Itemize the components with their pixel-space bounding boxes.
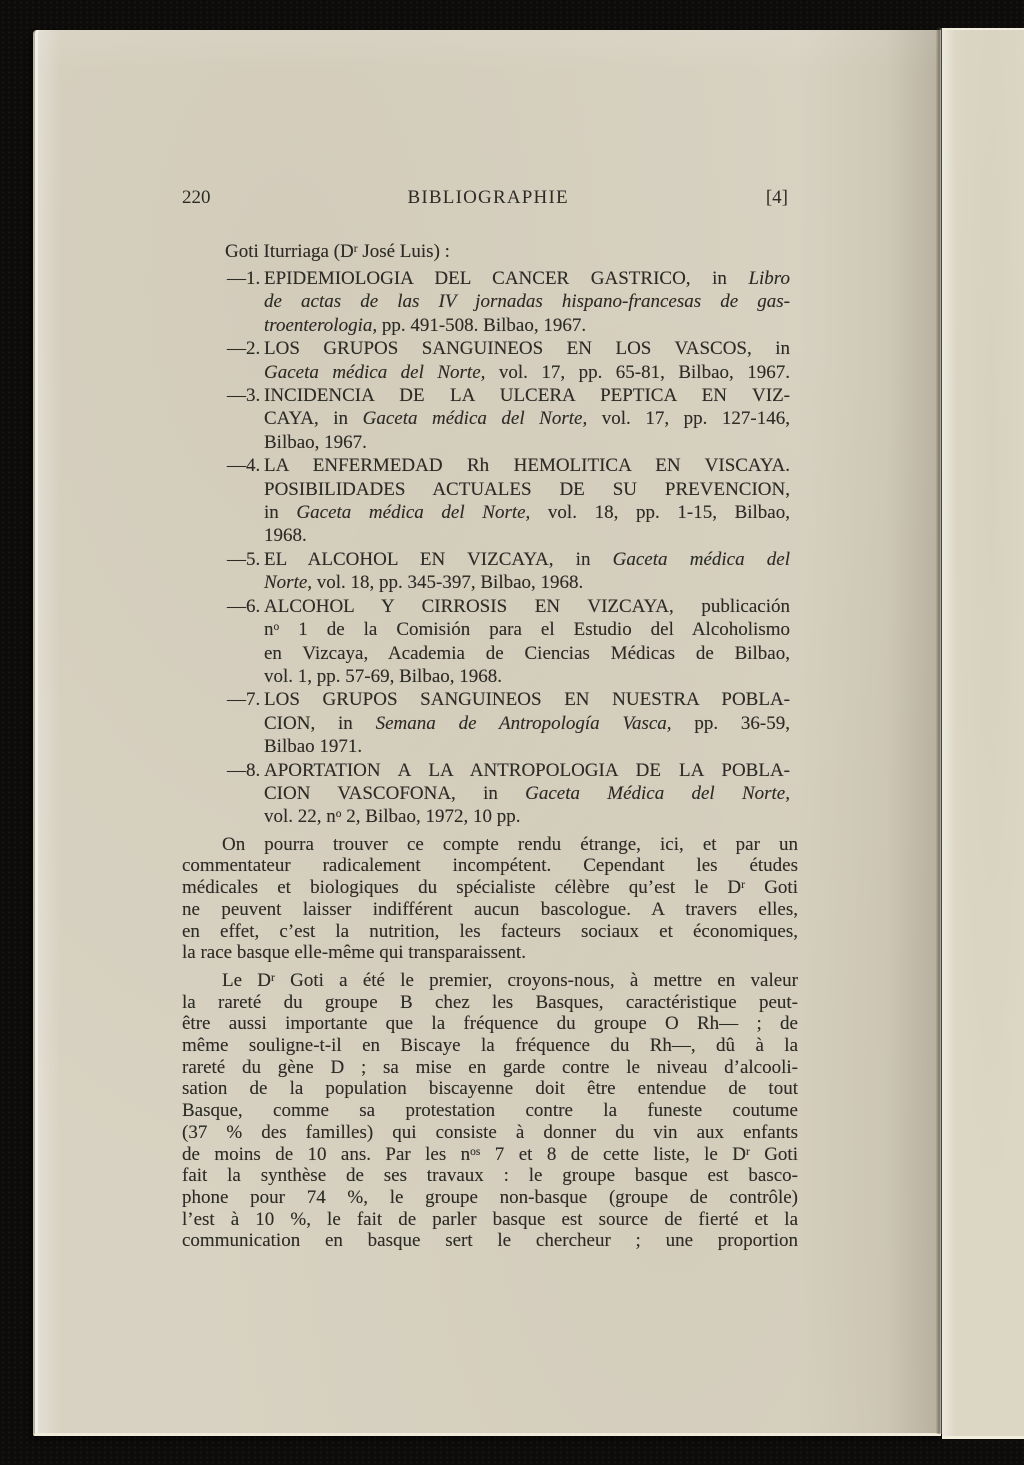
paragraph-line [182, 1165, 798, 1187]
entry-line [264, 431, 790, 454]
entry-number: 7. [246, 689, 261, 711]
entry-number: 8. [246, 759, 261, 781]
entry-number: 3. [246, 385, 261, 407]
paragraph-line [182, 855, 798, 877]
bibliography-entry [182, 548, 790, 595]
text-run: l’est à 10 %, le fait de parler basque est source de fierté et la [182, 1208, 798, 1230]
entry-dash: — [227, 548, 246, 570]
text-run: 7 et 8 de cette liste, le D [480, 1143, 746, 1165]
text-run: APORTATION A LA ANTROPOLOGIA DE LA POBLA- [264, 759, 790, 781]
entry-line [264, 618, 790, 641]
text-run: n [264, 619, 274, 641]
author-heading [225, 240, 798, 263]
entry-line [264, 524, 790, 547]
text-run: pp. 36-59, [671, 712, 791, 734]
entry-line [264, 642, 790, 665]
italic-text: Gaceta médica del Norte, [362, 408, 588, 430]
bibliography-entry [182, 267, 790, 337]
text-run: vol. 18, pp. 1-15, Bilbao, [530, 502, 790, 524]
text-run: CION VASCOFONA, in [264, 782, 526, 804]
entry-number: 5. [246, 548, 261, 570]
entry-line [264, 735, 790, 758]
entry-dash: — [227, 338, 246, 360]
entry-line [264, 478, 790, 501]
italic-text: Gaceta médica del Norte, [264, 361, 486, 383]
bibliography-list [182, 267, 798, 829]
entry-line [264, 805, 790, 828]
entry-line [264, 290, 790, 313]
entry-line [264, 314, 790, 337]
paragraph [182, 834, 798, 964]
text-run: On pourra trouver ce compte rendu étrange, ici, et par un [222, 833, 798, 855]
paragraph-line [182, 970, 798, 992]
text-run: vol. 22, n [264, 806, 336, 828]
entry-number: 2. [246, 338, 261, 360]
paragraph-line [182, 1230, 798, 1252]
entry-line [264, 337, 790, 360]
text-run: médicales et biologiques du spécialiste célèbre qu’est le D [182, 877, 742, 899]
text-run: POSIBILIDADES ACTUALES DE SU PREVENCION, [264, 478, 790, 500]
text-run: fait la synthèse de ses travaux : le groupe basque est basco- [182, 1165, 798, 1187]
text-run: la rareté du groupe B chez les Basques, caractéristique peut- [182, 991, 798, 1013]
paragraph-line [182, 877, 798, 899]
text-run: ALCOHOL Y CIRROSIS EN VIZCAYA, publicación [264, 595, 790, 617]
text-run: en effet, c’est la nutrition, les facteurs sociaux et économiques, [182, 920, 798, 942]
entry-line [264, 665, 790, 688]
text-run: EPIDEMIOLOGIA DEL CANCER GASTRICO, in [264, 268, 749, 289]
superscript-text: r [271, 971, 275, 984]
text-run: vol. 17, pp. 65-81, Bilbao, 1967. [485, 361, 790, 383]
text-run: même souligne-t-il en Biscaye la fréquence du Rh—, dû à la [182, 1035, 798, 1057]
entry-line [264, 712, 790, 735]
text-run: en Vizcaya, Academia de Ciencias Médicas de Bilbao, [264, 642, 790, 664]
italic-text: Semana de Antropología Vasca, [375, 712, 672, 734]
entry-dash: — [227, 759, 246, 781]
paragraph-line [182, 1078, 798, 1100]
paragraph-line [182, 1013, 798, 1035]
paragraph-line [182, 899, 798, 921]
entry-line [264, 548, 790, 571]
text-run: vol. 1, pp. 57-69, Bilbao, 1968. [264, 665, 503, 687]
running-title: BIBLIOGRAPHIE [407, 187, 569, 208]
italic-text: Gaceta médica del Norte, [296, 502, 531, 524]
superscript-text: os [470, 1145, 481, 1158]
entry-line [264, 361, 790, 384]
entry-line [264, 759, 790, 782]
text-run: ne peuvent laisser indifférent aucun bascologue. A travers elles, [182, 898, 798, 920]
text-run: INCIDENCIA DE LA ULCERA PEPTICA EN VIZ- [264, 385, 790, 407]
paragraph-line [182, 1100, 798, 1122]
text-run: CION, in [264, 712, 376, 734]
bibliography-entry [182, 759, 790, 829]
text-run: EL ALCOHOL EN VIZCAYA, in [264, 548, 613, 570]
text-run: Goti [749, 1143, 798, 1165]
superscript-text: r [741, 879, 745, 892]
bibliography-entry [182, 454, 790, 548]
bibliography-entry [182, 384, 790, 454]
page-content [182, 240, 798, 1252]
paragraph-line [182, 1035, 798, 1057]
text-run: Goti [744, 877, 798, 899]
entry-dash: — [227, 689, 246, 711]
text-run: rareté du gène D ; sa mise en garde contre le niveau d’alcooli- [182, 1056, 798, 1078]
entry-number: 1. [246, 268, 261, 289]
superscript-text: o [335, 808, 342, 821]
paragraph-line [182, 1144, 798, 1166]
text-run: 2, Bilbao, 1972, 10 pp. [341, 806, 521, 828]
entry-dash: — [227, 595, 246, 617]
paragraph-line [182, 992, 798, 1014]
facing-page-edge [942, 28, 1024, 1439]
paragraph-line [182, 1209, 798, 1231]
entry-dash: — [227, 455, 246, 477]
paragraph-line [182, 942, 798, 964]
text-run: LA ENFERMEDAD Rh HEMOLITICA EN VISCAYA. [264, 455, 790, 477]
text-run: José Luis) : [357, 241, 450, 262]
text-run: pp. 491-508. Bilbao, 1967. [377, 314, 587, 336]
text-run: LOS GRUPOS SANGUINEOS EN LOS VASCOS, in [264, 338, 790, 360]
entry-number: 4. [246, 455, 261, 477]
text-run: phone pour 74 %, le groupe non-basque (groupe de contrôle) [182, 1187, 798, 1208]
text-run: vol. 17, pp. 127-146, [587, 408, 790, 430]
text-run: CAYA, in [264, 408, 363, 430]
page-number: 220 [182, 187, 211, 208]
italic-text: Norte, [264, 572, 313, 594]
superscript-text: r [353, 243, 358, 255]
entry-line [264, 571, 790, 594]
entry-line [264, 407, 790, 430]
text-run: Goti Iturriaga (D [225, 241, 354, 262]
superscript-text: o [273, 621, 280, 634]
paragraph-line [182, 1057, 798, 1079]
paragraph-line [182, 921, 798, 943]
italic-text: Libro [748, 268, 790, 289]
italic-text: de actas de las IV jornadas hispano-francesas de gas- [264, 291, 790, 313]
entry-line [264, 595, 790, 618]
text-run: commentateur radicalement incompétent. Cependant les études [182, 855, 798, 877]
entry-line [264, 782, 790, 805]
issue-marker: [4] [765, 187, 788, 208]
text-run: 1 de la Comisión para el Estudio del Alcoholismo [279, 619, 790, 641]
running-header [182, 187, 798, 209]
entry-dash: — [227, 385, 246, 407]
text-run: de moins de 10 ans. Par les n [182, 1143, 471, 1165]
italic-text: troenterologia, [264, 314, 378, 336]
bibliography-entry [182, 337, 790, 384]
paragraph-line [182, 1187, 798, 1209]
text-run: in [264, 502, 297, 524]
text-run: Goti a été le premier, croyons-nous, à mettre en valeur [274, 969, 798, 991]
text-run: communication en basque sert le chercheur ; une proportion [182, 1230, 798, 1252]
italic-text: Gaceta Médica del Norte, [525, 782, 790, 804]
italic-text: Gaceta médica del [612, 548, 790, 570]
paragraph-line [182, 1122, 798, 1144]
text-run: être aussi importante que la fréquence du groupe O Rh— ; de [182, 1013, 798, 1035]
text-run: Bilbao 1971. [264, 736, 363, 758]
text-run: (37 % des familles) qui consiste à donner du vin aux enfants [182, 1121, 798, 1143]
bibliography-entry [182, 595, 790, 689]
bibliography-entry [182, 688, 790, 758]
book-page [33, 30, 941, 1436]
entry-line [264, 501, 790, 524]
text-run: 1968. [264, 525, 307, 547]
review-paragraphs [182, 834, 798, 1252]
entry-line [264, 384, 790, 407]
entry-line [264, 267, 790, 290]
text-run: sation de la population biscayenne doit être entendue de tout [182, 1078, 798, 1100]
superscript-text: r [745, 1145, 750, 1158]
text-run: Basque, comme sa protestation contre la funeste coutume [182, 1100, 798, 1122]
paragraph-line [182, 834, 798, 856]
entry-line [264, 688, 790, 711]
entry-number: 6. [246, 595, 261, 617]
text-run: LOS GRUPOS SANGUINEOS EN NUESTRA POBLA- [264, 689, 790, 711]
paragraph [182, 970, 798, 1252]
text-run: la race basque elle-même qui transparaissent. [182, 942, 526, 964]
entry-dash: — [227, 268, 246, 289]
text-run: Bilbao, 1967. [264, 431, 367, 453]
text-run: vol. 18, pp. 345-397, Bilbao, 1968. [312, 572, 584, 594]
entry-line [264, 454, 790, 477]
text-run: Le D [222, 969, 272, 991]
